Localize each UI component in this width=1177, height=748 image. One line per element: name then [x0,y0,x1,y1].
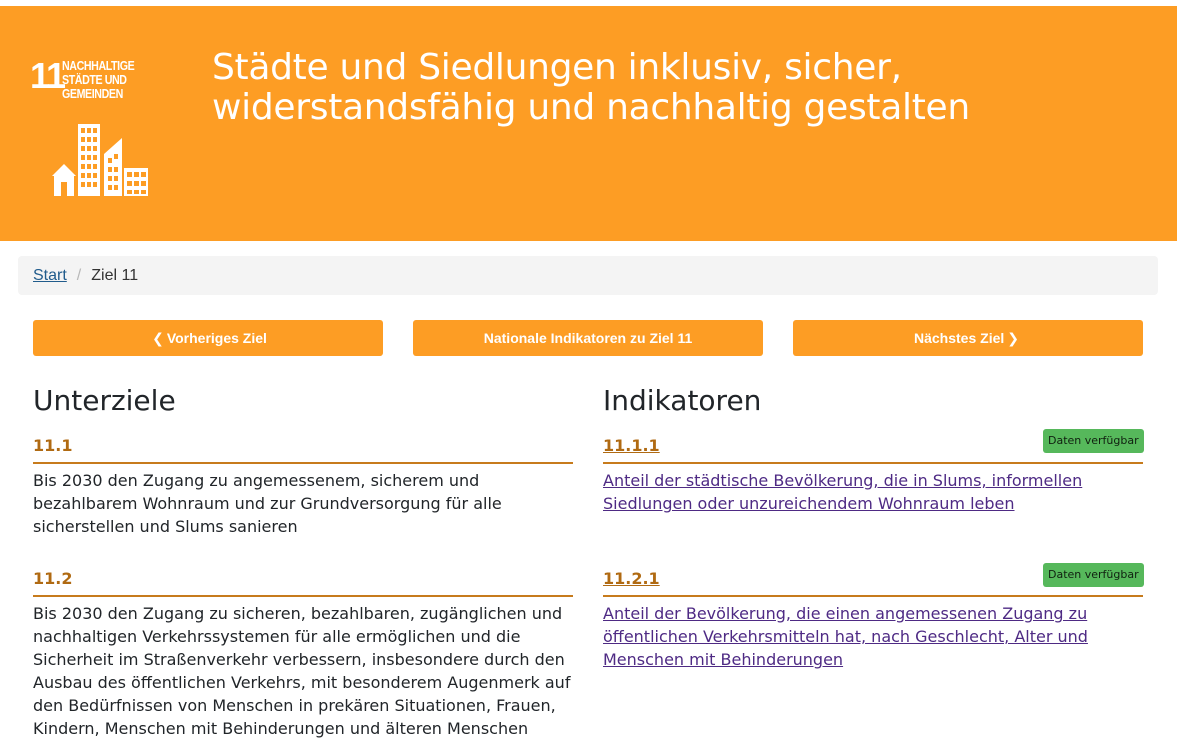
goal-short-line: NACHHALTIGE [62,58,135,73]
targets-heading: Unterziele [33,384,176,417]
indicator-divider [603,595,1143,597]
chevron-right-icon: ❯ [1007,329,1019,346]
next-goal-button[interactable] [793,320,1143,356]
national-indicators-label: Nationale Indikatoren zu Ziel 11 [483,330,693,346]
target-text: Bis 2030 den Zugang zu sicheren, bezahlbaren, zugänglichen und nachhaltigen Verkehrssystemen für alle ermöglichen und die Sicherheit im Straßenverkehr verbessern, insbesondere durch den Ausbau des öffentlichen Verkehrs, mit besonderem Augenmerk auf den Bedürfnissen von Menschen in prekären Situationen, Frauen, Kindern, Menschen mit Behinderungen und älteren Menschen [33,604,571,738]
goal-short-line: STÄDTE UND [62,72,127,87]
goal-short-line: GEMEINDEN [62,86,123,101]
breadcrumb-current: Ziel 11 [91,266,139,284]
indicators-heading: Indikatoren [603,384,762,417]
target-divider [33,595,573,597]
indicator-link[interactable]: Anteil der städtische Bevölkerung, die in Slums, informellen Siedlungen oder unzureichendem Wohnraum leben [603,471,1083,513]
breadcrumb-separator: / [76,266,82,284]
indicator-code-link[interactable]: 11.2.1 [603,569,660,588]
target-code: 11.1 [33,436,73,455]
previous-goal-button[interactable] [33,320,383,356]
target-code: 11.2 [33,569,73,588]
national-indicators-button[interactable] [413,320,763,356]
data-available-badge: Daten verfügbar [1043,429,1144,453]
next-goal-label: Nächstes Ziel [914,330,1005,346]
breadcrumb-home-link[interactable]: Start [33,266,67,284]
previous-goal-label: Vorheriges Ziel [166,330,267,346]
goal-banner [0,6,1177,241]
chevron-left-icon: ❮ [152,329,164,346]
page-title: Städte und Siedlungen inklusiv, sicher, widerstandsfähig und nachhaltig gestalten [212,47,970,128]
target-divider [33,462,573,464]
goal-short-title [62,59,134,101]
indicator-link[interactable]: Anteil der Bevölkerung, die einen angemessenen Zugang zu öffentlichen Verkehrsmitteln hat, nach Geschlecht, Alter und Menschen mit Behinderungen [603,604,1088,669]
indicator-code-link[interactable]: 11.1.1 [603,436,660,455]
data-available-badge: Daten verfügbar [1043,563,1144,587]
breadcrumb [18,256,1158,295]
indicator-divider [603,462,1143,464]
target-text: Bis 2030 den Zugang zu angemessenem, sicherem und bezahlbarem Wohnraum und zur Grundversorgung für alle sicherstellen und Slums sanieren [33,471,502,536]
city-buildings-icon [52,124,148,196]
goal-number: 11 [30,55,65,96]
